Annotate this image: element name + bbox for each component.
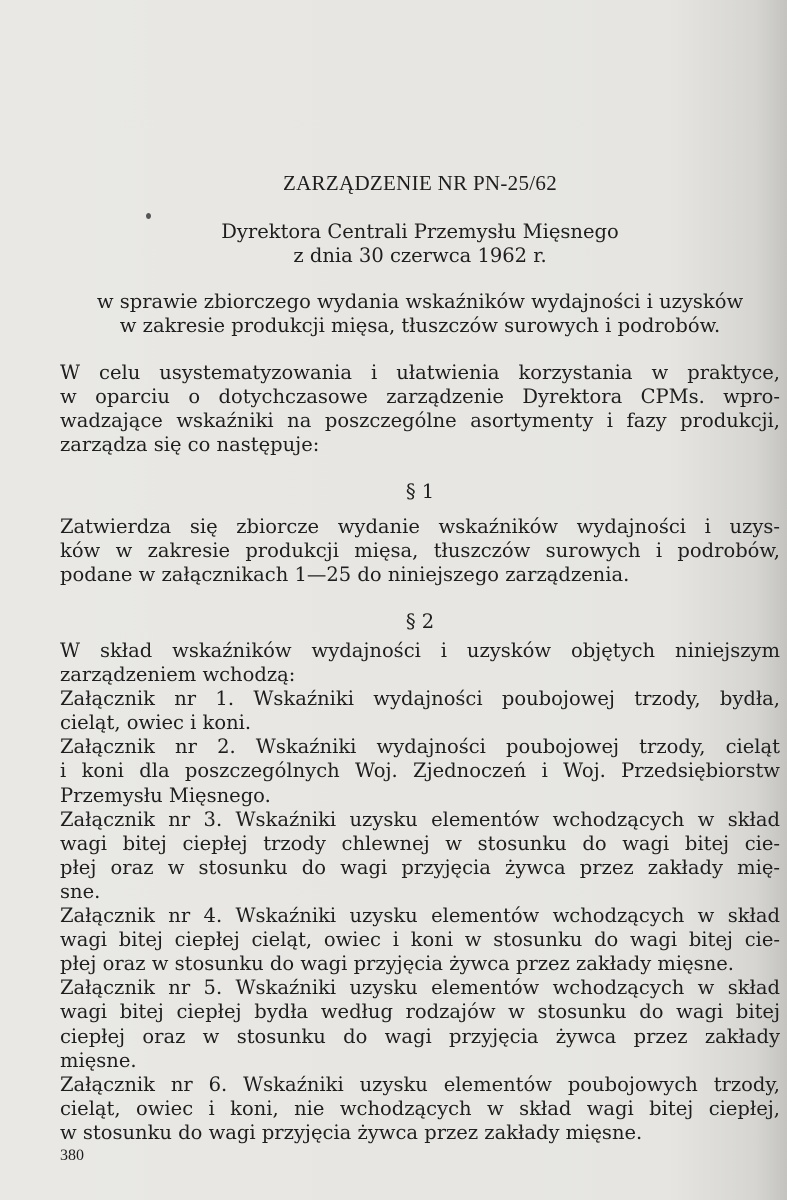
- text-line: wagi bitej ciepłej trzody chlewnej w stosunku do wagi bitej cie-: [60, 831, 780, 855]
- text-line: wagi bitej ciepłej bydła według rodzajów w stosunku do wagi bitej: [60, 1000, 780, 1024]
- page-number: 380: [60, 1147, 84, 1164]
- attachment-item: [60, 808, 780, 904]
- text-line: ków w zakresie produkcji mięsa, tłuszczów surowych i podrobów,: [60, 539, 780, 563]
- subject-line: w zakresie produkcji mięsa, tłuszczów surowych i podrobów.: [119, 314, 721, 338]
- attachment-item: [60, 735, 780, 807]
- scan-speck: [146, 213, 151, 219]
- text-line: zarządza się co następuje:: [60, 433, 320, 457]
- intro-paragraph: [60, 361, 780, 457]
- section-1-body: [60, 515, 780, 587]
- subject-block: [60, 290, 780, 338]
- text-line: wadzające wskaźniki na poszczególne asortymenty i fazy produkcji,: [60, 409, 780, 433]
- text-line: Załącznik nr 6. Wskaźniki uzysku elementów poubojowych trzody,: [60, 1072, 780, 1096]
- text-line: W skład wskaźników wydajności i uzysków objętych niniejszym: [60, 639, 780, 662]
- attachment-item: [60, 687, 780, 735]
- text-line: Załącznik nr 2. Wskaźniki wydajności poubojowej trzody, cieląt: [60, 735, 780, 759]
- section-1-heading: § 1: [405, 480, 435, 503]
- text-line: mięsne.: [60, 1048, 137, 1072]
- text-line: podane w załącznikach 1—25 do niniejszego zarządzenia.: [60, 563, 630, 587]
- section-2-body: [60, 639, 780, 1145]
- text-line: w stosunku do wagi przyjęcia żywca przez zakłady mięsne.: [60, 1120, 643, 1144]
- text-line: ciepłej oraz w stosunku do wagi przyjęcia żywca przez zakłady: [60, 1024, 780, 1048]
- text-line: i koni dla poszczególnych Woj. Zjednoczeń i Woj. Przedsiębiorstw: [60, 759, 780, 783]
- issuer-line: Dyrektora Centrali Przemysłu Mięsnego: [221, 220, 619, 243]
- attachment-item: [60, 1073, 780, 1145]
- text-line: sne.: [60, 879, 101, 903]
- text-line: W celu usystematyzowania i ułatwienia korzystania w praktyce,: [60, 361, 780, 384]
- attachment-item: [60, 976, 780, 1072]
- text-line: Załącznik nr 4. Wskaźniki uzysku elementów wchodzących w skład: [60, 904, 780, 928]
- text-line: zarządzeniem wchodzą:: [60, 663, 296, 687]
- section-2-heading: § 2: [405, 610, 435, 633]
- text-line: Załącznik nr 1. Wskaźniki wydajności poubojowej trzody, bydła,: [60, 687, 780, 711]
- text-line: wagi bitej ciepłej cieląt, owiec i koni w stosunku do wagi bitej cie-: [60, 928, 780, 952]
- text-line: Załącznik nr 3. Wskaźniki uzysku elementów wchodzących w skład: [60, 807, 780, 831]
- text-line: Przemysłu Mięsnego.: [60, 783, 271, 807]
- text-line: cieląt, owiec i koni.: [60, 711, 252, 735]
- text-line: Zatwierdza się zbiorcze wydanie wskaźników wydajności i uzys-: [60, 515, 780, 538]
- subject-line: w sprawie zbiorczego wydania wskaźników wydajności i uzysków: [96, 290, 744, 313]
- document-title: ZARZĄDZENIE NR PN-25/62: [282, 171, 558, 195]
- issuer-date: z dnia 30 czerwca 1962 r.: [293, 244, 547, 268]
- section-2-intro: [60, 639, 780, 687]
- text-line: cieląt, owiec i koni, nie wchodzących w skład wagi bitej ciepłej,: [60, 1096, 780, 1120]
- attachment-item: [60, 904, 780, 976]
- text-line: płej oraz w stosunku do wagi przyjęcia żywca przez zakłady mięsne.: [60, 952, 734, 976]
- text-line: Załącznik nr 5. Wskaźniki uzysku elementów wchodzących w skład: [60, 976, 780, 1000]
- text-line: płej oraz w stosunku do wagi przyjęcia żywca przez zakłady mię-: [60, 855, 780, 879]
- issuer-block: [60, 220, 780, 268]
- text-line: w oparciu o dotychczasowe zarządzenie Dyrektora CPMs. wpro-: [60, 385, 780, 409]
